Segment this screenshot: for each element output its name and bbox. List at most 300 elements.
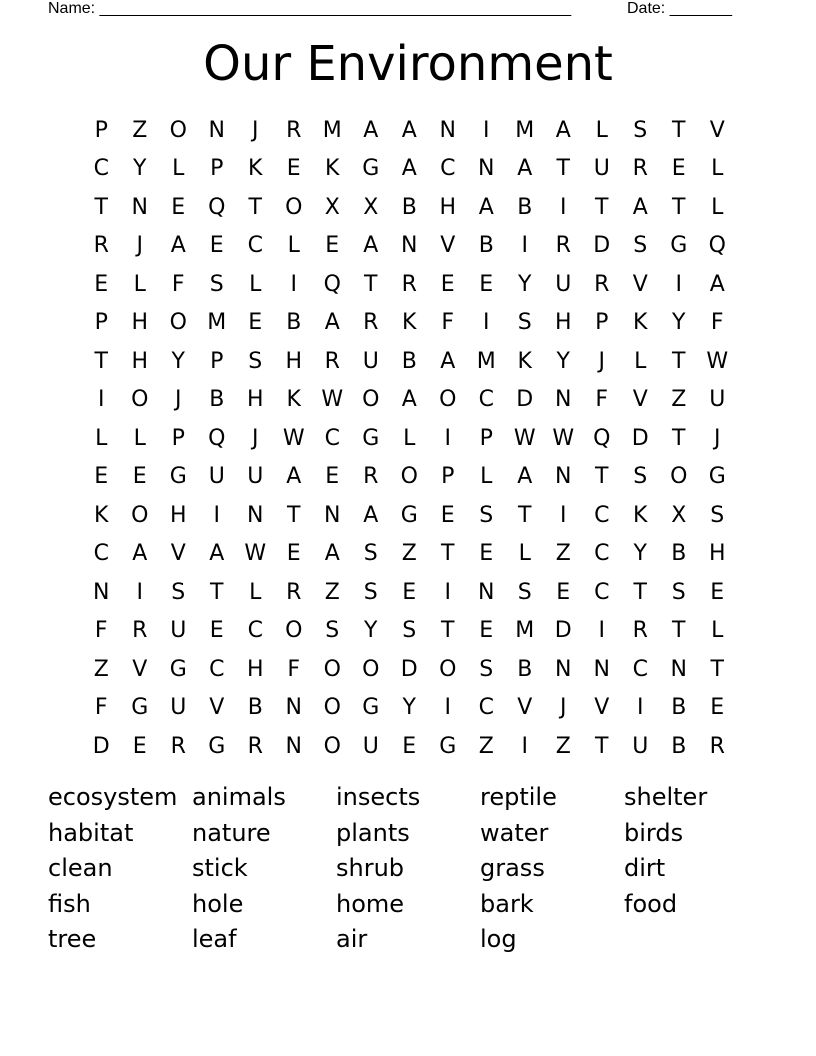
grid-letter: A <box>709 271 725 297</box>
grid-letter: E <box>479 541 494 567</box>
grid-letter: U <box>555 271 572 297</box>
grid-letter: R <box>286 117 302 143</box>
grid-letter: A <box>209 541 225 567</box>
grid-letter: Y <box>556 348 570 374</box>
word-list-item: grass <box>480 854 545 882</box>
grid-letter: O <box>285 618 303 644</box>
grid-letter: D <box>400 656 418 682</box>
grid-letter: C <box>594 541 610 567</box>
grid-letter: E <box>171 194 186 220</box>
grid-letter: C <box>247 618 263 644</box>
grid-letter: V <box>209 695 225 721</box>
grid-letter: V <box>440 233 456 259</box>
grid-letter: L <box>480 464 493 490</box>
grid-letter: V <box>170 541 186 567</box>
grid-letter: A <box>363 117 379 143</box>
date-field: Date: _______ <box>627 0 732 17</box>
grid-letter: R <box>401 271 417 297</box>
word-list-item: hole <box>192 889 244 918</box>
grid-letter: C <box>324 425 340 451</box>
grid-letter: O <box>670 464 688 490</box>
grid-letter: U <box>709 387 726 413</box>
word-list-item: clean <box>48 854 113 882</box>
grid-letter: V <box>594 695 610 721</box>
grid-letter: J <box>252 425 259 451</box>
grid-letter: K <box>286 387 301 413</box>
grid-letter: G <box>169 464 187 490</box>
grid-letter: Z <box>132 117 148 143</box>
grid-letter: H <box>708 541 726 567</box>
grid-letter: Z <box>401 541 417 567</box>
grid-letter: G <box>362 425 380 451</box>
grid-letter: Z <box>555 541 571 567</box>
grid-letter: Z <box>555 733 571 759</box>
word-list-item: animals <box>192 783 286 811</box>
grid-letter: C <box>209 656 225 682</box>
grid-letter: X <box>671 502 687 528</box>
grid-letter: A <box>401 156 417 182</box>
grid-letter: T <box>518 502 532 528</box>
grid-letter: S <box>248 348 263 374</box>
grid-letter: T <box>248 194 262 220</box>
grid-letter: O <box>400 464 418 490</box>
grid-letter: I <box>521 733 528 759</box>
grid-letter: R <box>363 464 379 490</box>
grid-letter: I <box>637 695 644 721</box>
grid-letter: Z <box>478 733 494 759</box>
grid-letter: V <box>517 695 533 721</box>
grid-letter: J <box>560 695 567 721</box>
word-list-item: insects <box>336 783 421 811</box>
grid-letter: T <box>556 156 570 182</box>
grid-letter: E <box>248 310 263 336</box>
grid-letter: P <box>595 310 609 336</box>
grid-letter: S <box>363 579 378 605</box>
grid-letter: S <box>402 618 417 644</box>
word-list-item: tree <box>48 925 97 953</box>
grid-letter: A <box>401 387 417 413</box>
grid-letter: N <box>555 464 572 490</box>
grid-letter: R <box>247 733 263 759</box>
grid-letter: O <box>131 387 149 413</box>
grid-letter: A <box>555 117 571 143</box>
grid-letter: O <box>439 387 457 413</box>
grid-letter: T <box>287 502 301 528</box>
grid-letter: U <box>362 348 379 374</box>
grid-letter: F <box>441 310 455 336</box>
name-field: Name: _____________________________________________________ <box>48 0 572 17</box>
grid-letter: I <box>560 502 567 528</box>
grid-letter: K <box>248 156 263 182</box>
grid-letter: T <box>94 348 108 374</box>
grid-letter: H <box>246 387 264 413</box>
grid-letter: A <box>478 194 494 220</box>
grid-letter: G <box>708 464 726 490</box>
grid-letter: S <box>171 579 186 605</box>
grid-letter: S <box>633 464 648 490</box>
grid-letter: E <box>440 502 455 528</box>
grid-letter: S <box>209 271 224 297</box>
grid-letter: E <box>556 579 571 605</box>
grid-letter: P <box>171 425 185 451</box>
grid-letter: C <box>440 156 456 182</box>
grid-letter: H <box>554 310 572 336</box>
grid-letter: I <box>213 502 220 528</box>
grid-letter: E <box>440 271 455 297</box>
grid-letter: O <box>169 310 187 336</box>
grid-letter: R <box>632 156 648 182</box>
grid-letter: E <box>479 271 494 297</box>
grid-letter: X <box>363 194 379 220</box>
grid-letter: O <box>323 695 341 721</box>
grid-letter: N <box>439 117 456 143</box>
grid-letter: B <box>478 233 494 259</box>
grid-letter: K <box>94 502 109 528</box>
grid-letter: P <box>210 348 224 374</box>
grid-letter: W <box>321 387 344 413</box>
word-list-item: water <box>480 818 549 847</box>
grid-letter: R <box>632 618 648 644</box>
grid-letter: T <box>364 271 378 297</box>
word-list-item: shelter <box>624 783 708 811</box>
grid-letter: T <box>441 618 455 644</box>
grid-letter: L <box>711 194 724 220</box>
grid-letter: R <box>594 271 610 297</box>
grid-letter: G <box>670 233 688 259</box>
grid-letter: P <box>479 425 493 451</box>
grid-letter: Q <box>323 271 341 297</box>
grid-letter: H <box>131 348 149 374</box>
grid-letter: T <box>672 348 686 374</box>
grid-letter: E <box>286 541 301 567</box>
grid-letter: N <box>478 579 495 605</box>
grid-letter: T <box>595 194 609 220</box>
grid-letter: G <box>439 733 457 759</box>
grid-letter: B <box>671 695 687 721</box>
grid-letter: R <box>132 618 148 644</box>
grid-letter: N <box>593 656 610 682</box>
grid-letter: L <box>95 425 108 451</box>
grid-letter: B <box>671 541 687 567</box>
grid-letter: Y <box>402 695 416 721</box>
grid-letter: N <box>555 387 572 413</box>
grid-letter: O <box>362 656 380 682</box>
grid-letter: S <box>710 502 725 528</box>
grid-letter: E <box>402 579 417 605</box>
grid-letter: D <box>92 733 110 759</box>
grid-letter: Z <box>324 579 340 605</box>
grid-letter: E <box>209 233 224 259</box>
grid-letter: C <box>594 502 610 528</box>
word-list-item: ecosystem <box>48 783 178 811</box>
grid-letter: U <box>362 733 379 759</box>
grid-letter: R <box>93 233 109 259</box>
grid-letter: T <box>633 579 647 605</box>
grid-letter: L <box>133 425 146 451</box>
grid-letter: L <box>518 541 531 567</box>
grid-letter: L <box>249 579 262 605</box>
grid-letter: L <box>249 271 262 297</box>
grid-letter: S <box>633 117 648 143</box>
grid-letter: N <box>131 194 148 220</box>
grid-letter: O <box>169 117 187 143</box>
grid-letter: A <box>517 156 533 182</box>
word-list-item: dirt <box>624 854 666 882</box>
grid-letter: B <box>517 656 533 682</box>
grid-letter: H <box>169 502 187 528</box>
grid-letter: E <box>479 618 494 644</box>
grid-letter: C <box>478 695 494 721</box>
grid-letter: A <box>517 464 533 490</box>
grid-letter: T <box>672 425 686 451</box>
grid-letter: I <box>483 310 490 336</box>
grid-letter: N <box>93 579 110 605</box>
grid-letter: E <box>671 156 686 182</box>
grid-letter: Q <box>208 425 226 451</box>
grid-letter: B <box>671 733 687 759</box>
grid-letter: I <box>98 387 105 413</box>
grid-letter: Y <box>633 541 647 567</box>
grid-letter: M <box>322 117 342 143</box>
grid-letter: S <box>363 541 378 567</box>
grid-letter: W <box>552 425 575 451</box>
grid-letter: E <box>209 618 224 644</box>
grid-letter: J <box>598 348 605 374</box>
grid-letter: F <box>171 271 185 297</box>
grid-letter: U <box>170 618 187 644</box>
grid-letter: L <box>133 271 146 297</box>
grid-letter: U <box>247 464 264 490</box>
grid-letter: C <box>478 387 494 413</box>
grid-letter: S <box>633 233 648 259</box>
grid-letter: Z <box>671 387 687 413</box>
grid-letter: R <box>170 733 186 759</box>
grid-letter: S <box>671 579 686 605</box>
grid-letter: B <box>247 695 263 721</box>
grid-letter: D <box>631 425 649 451</box>
word-list-item: bark <box>480 889 534 918</box>
word-list-item: food <box>624 889 678 918</box>
grid-letter: L <box>287 233 300 259</box>
grid-letter: A <box>324 541 340 567</box>
grid-letter: M <box>476 348 496 374</box>
letter-grid <box>82 111 737 766</box>
grid-letter: W <box>244 541 267 567</box>
grid-letter: R <box>709 733 725 759</box>
grid-letter: K <box>633 502 648 528</box>
grid-letter: O <box>362 387 380 413</box>
grid-letter: F <box>595 387 609 413</box>
grid-letter: T <box>710 656 724 682</box>
grid-letter: O <box>439 656 457 682</box>
grid-letter: R <box>286 579 302 605</box>
grid-letter: U <box>208 464 225 490</box>
grid-letter: T <box>672 194 686 220</box>
grid-letter: C <box>632 656 648 682</box>
grid-letter: B <box>209 387 225 413</box>
grid-letter: U <box>170 695 187 721</box>
grid-letter: D <box>554 618 572 644</box>
grid-letter: Q <box>208 194 226 220</box>
grid-letter: I <box>483 117 490 143</box>
grid-letter: K <box>402 310 417 336</box>
grid-letter: O <box>285 194 303 220</box>
grid-letter: C <box>93 156 109 182</box>
grid-letter: D <box>516 387 534 413</box>
grid-letter: E <box>710 695 725 721</box>
grid-letter: N <box>208 117 225 143</box>
grid-letter: L <box>634 348 647 374</box>
grid-letter: M <box>515 618 535 644</box>
grid-letter: Z <box>93 656 109 682</box>
grid-letter: L <box>595 117 608 143</box>
grid-letter: S <box>479 502 494 528</box>
grid-letter: G <box>131 695 149 721</box>
grid-letter: C <box>594 579 610 605</box>
grid-letter: S <box>479 656 494 682</box>
word-list-item: birds <box>624 818 684 847</box>
grid-letter: M <box>207 310 227 336</box>
grid-letter: F <box>710 310 724 336</box>
word-list-item: plants <box>336 818 410 847</box>
grid-letter: G <box>362 695 380 721</box>
grid-letter: W <box>282 425 305 451</box>
grid-letter: I <box>598 618 605 644</box>
grid-letter: F <box>287 656 301 682</box>
grid-letter: H <box>285 348 303 374</box>
grid-letter: B <box>401 348 417 374</box>
word-list-item: leaf <box>192 925 237 953</box>
word-list-item: home <box>336 889 405 918</box>
grid-letter: T <box>672 117 686 143</box>
grid-letter: I <box>444 695 451 721</box>
grid-letter: H <box>439 194 457 220</box>
grid-letter: T <box>595 733 609 759</box>
word-list-item: reptile <box>480 783 557 811</box>
grid-letter: O <box>323 656 341 682</box>
grid-letter: B <box>286 310 302 336</box>
grid-letter: B <box>401 194 417 220</box>
grid-letter: N <box>285 695 302 721</box>
grid-letter: T <box>210 579 224 605</box>
grid-letter: I <box>444 425 451 451</box>
grid-letter: K <box>517 348 532 374</box>
grid-letter: I <box>675 271 682 297</box>
grid-letter: S <box>517 310 532 336</box>
word-list-item: log <box>480 925 517 953</box>
grid-letter: O <box>323 733 341 759</box>
grid-letter: J <box>714 425 721 451</box>
grid-letter: E <box>132 464 147 490</box>
grid-letter: V <box>632 271 648 297</box>
grid-letter: Y <box>364 618 378 644</box>
grid-letter: G <box>169 656 187 682</box>
grid-letter: C <box>247 233 263 259</box>
grid-letter: K <box>633 310 648 336</box>
word-list-item: fish <box>48 889 91 918</box>
grid-letter: J <box>252 117 259 143</box>
word-list-item: nature <box>192 818 271 847</box>
grid-letter: T <box>441 541 455 567</box>
grid-letter: N <box>555 656 572 682</box>
grid-letter: Q <box>708 233 726 259</box>
grid-letter: R <box>555 233 571 259</box>
grid-letter: B <box>517 194 533 220</box>
grid-letter: L <box>172 156 185 182</box>
grid-letter: R <box>363 310 379 336</box>
grid-letter: E <box>94 464 109 490</box>
word-list <box>48 780 768 958</box>
grid-letter: P <box>441 464 455 490</box>
word-list-item: habitat <box>48 818 134 847</box>
grid-letter: T <box>595 464 609 490</box>
grid-letter: N <box>478 156 495 182</box>
grid-letter: W <box>513 425 536 451</box>
grid-letter: N <box>247 502 264 528</box>
grid-letter: A <box>324 310 340 336</box>
grid-letter: Y <box>171 348 185 374</box>
grid-letter: V <box>132 656 148 682</box>
grid-letter: I <box>560 194 567 220</box>
grid-letter: E <box>710 579 725 605</box>
grid-letter: R <box>324 348 340 374</box>
grid-letter: A <box>401 117 417 143</box>
grid-letter: Q <box>593 425 611 451</box>
grid-letter: H <box>246 656 264 682</box>
grid-letter: I <box>444 579 451 605</box>
grid-letter: E <box>325 233 340 259</box>
grid-letter: J <box>136 233 143 259</box>
grid-letter: N <box>324 502 341 528</box>
grid-letter: A <box>170 233 186 259</box>
grid-letter: U <box>593 156 610 182</box>
grid-letter: E <box>286 156 301 182</box>
grid-letter: A <box>132 541 148 567</box>
grid-letter: I <box>136 579 143 605</box>
grid-letter: E <box>325 464 340 490</box>
grid-letter: T <box>672 618 686 644</box>
grid-letter: O <box>131 502 149 528</box>
grid-letter: H <box>131 310 149 336</box>
grid-letter: I <box>521 233 528 259</box>
grid-letter: N <box>285 733 302 759</box>
grid-letter: N <box>401 233 418 259</box>
grid-letter: F <box>94 695 108 721</box>
grid-letter: L <box>711 156 724 182</box>
grid-letter: Y <box>518 271 532 297</box>
grid-letter: G <box>400 502 418 528</box>
grid-letter: P <box>94 117 108 143</box>
grid-letter: M <box>515 117 535 143</box>
grid-letter: L <box>711 618 724 644</box>
grid-letter: I <box>290 271 297 297</box>
grid-letter: X <box>324 194 340 220</box>
grid-letter: W <box>706 348 729 374</box>
grid-letter: S <box>325 618 340 644</box>
grid-letter: A <box>286 464 302 490</box>
grid-letter: S <box>517 579 532 605</box>
grid-letter: E <box>402 733 417 759</box>
grid-letter: V <box>709 117 725 143</box>
grid-letter: Y <box>133 156 147 182</box>
grid-letter: U <box>632 733 649 759</box>
grid-letter: A <box>632 194 648 220</box>
word-list-item: stick <box>192 854 248 882</box>
grid-letter: A <box>440 348 456 374</box>
grid-letter: G <box>362 156 380 182</box>
grid-letter: C <box>93 541 109 567</box>
grid-letter: D <box>593 233 611 259</box>
